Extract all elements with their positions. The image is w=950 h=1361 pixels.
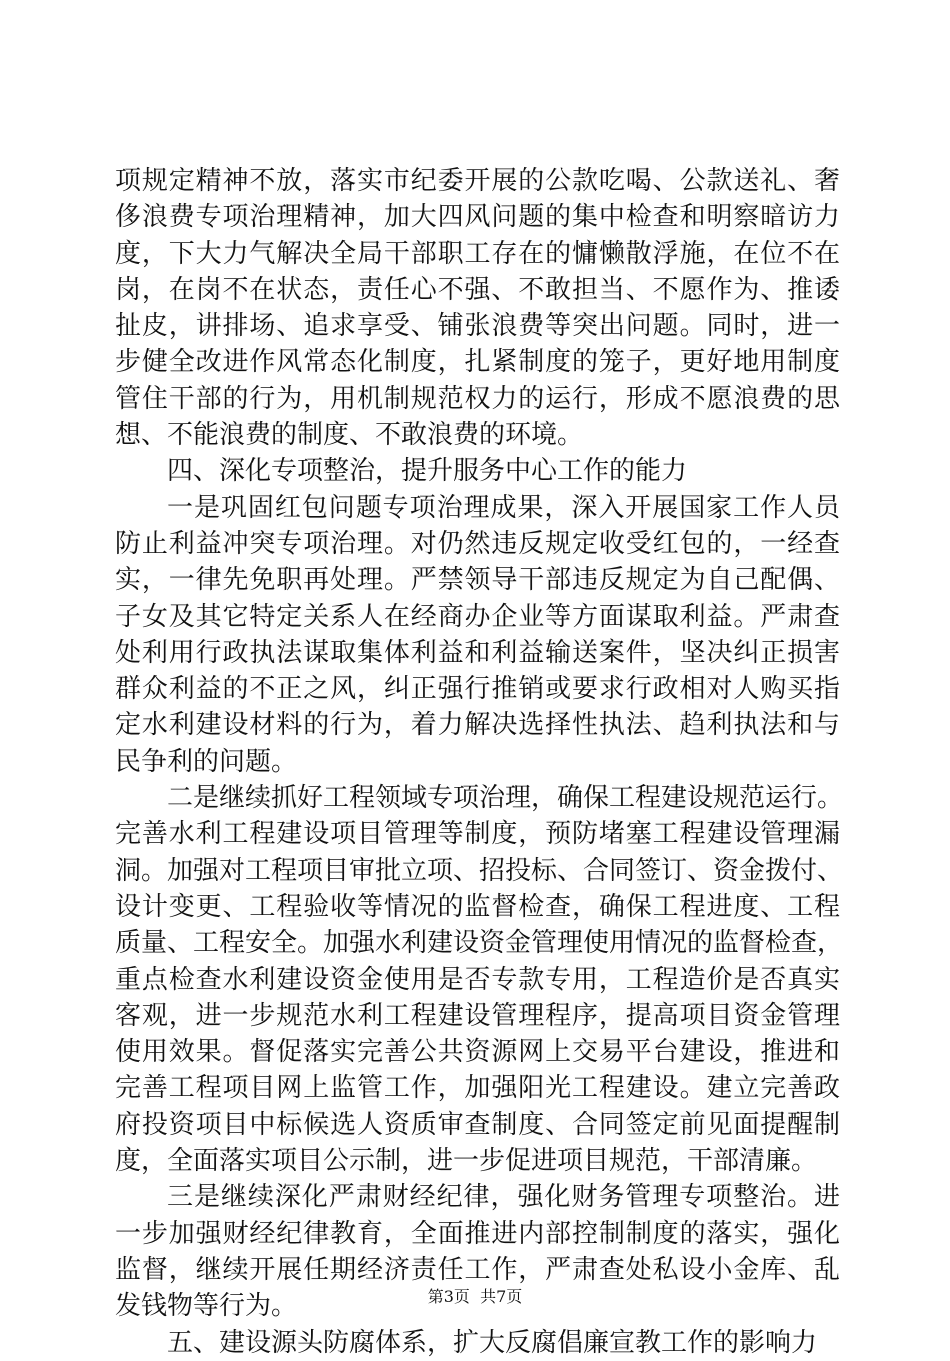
text-line: 民争利的问题。 bbox=[115, 746, 298, 777]
text-line: 子女及其它特定关系人在经商办企业等方面谋取利益。严肃查 bbox=[115, 601, 840, 632]
text-line: 客观，进一步规范水利工程建设管理程序，提高项目资金管理 bbox=[115, 1000, 840, 1031]
text-line: 扯皮，讲排场、追求享受、铺张浪费等突出问题。同时，进一 bbox=[115, 311, 840, 342]
text-line: 度，下大力气解决全局干部职工存在的慵懒散浮施，在位不在 bbox=[115, 238, 840, 269]
text-line: 设计变更、工程验收等情况的监督检查，确保工程进度、工程 bbox=[115, 891, 840, 922]
text-line: 洞。加强对工程项目审批立项、招投标、合同签订、资金拨付、 bbox=[115, 855, 844, 886]
document-body bbox=[115, 163, 844, 1361]
text-line: 府投资项目中标候选人资质审查制度、合同签定前见面提醒制 bbox=[115, 1109, 840, 1140]
text-line: 定水利建设材料的行为，着力解决选择性执法、趋利执法和与 bbox=[115, 710, 840, 741]
text-line: 岗，在岗不在状态，责任心不强、不敢担当、不愿作为、推诿 bbox=[115, 274, 840, 305]
text-line: 步健全改进作风常态化制度，扎紧制度的笼子，更好地用制度 bbox=[115, 347, 840, 378]
text-line: 二是继续抓好工程领域专项治理，确保工程建设规范运行。 bbox=[167, 783, 844, 814]
text-line: 一步加强财经纪律教育，全面推进内部控制制度的落实，强化 bbox=[115, 1218, 840, 1249]
text-line: 五、建设源头防腐体系，扩大反腐倡廉宣教工作的影响力 bbox=[167, 1327, 818, 1358]
text-line: 防止利益冲突专项治理。对仍然违反规定收受红包的，一经查 bbox=[115, 528, 840, 559]
text-line: 完善工程项目网上监管工作，加强阳光工程建设。建立完善政 bbox=[115, 1073, 840, 1104]
text-line: 群众利益的不正之风，纠正强行推销或要求行政相对人购买指 bbox=[115, 674, 840, 705]
text-line: 重点检查水利建设资金使用是否专款专用，工程造价是否真实 bbox=[115, 964, 840, 995]
text-line: 质量、工程安全。加强水利建设资金管理使用情况的监督检查， bbox=[115, 928, 844, 959]
text-line: 实，一律先免职再处理。严禁领导干部违反规定为自己配偶、 bbox=[115, 565, 840, 596]
text-line: 发钱物等行为。 bbox=[115, 1291, 298, 1322]
text-line: 处利用行政执法谋取集体利益和利益输送案件，坚决纠正损害 bbox=[115, 637, 840, 668]
text-line: 四、深化专项整治，提升服务中心工作的能力 bbox=[167, 456, 688, 487]
text-line: 项规定精神不放，落实市纪委开展的公款吃喝、公款送礼、奢 bbox=[115, 166, 840, 196]
text-line: 使用效果。督促落实完善公共资源网上交易平台建设，推进和 bbox=[115, 1037, 840, 1068]
text-line: 度，全面落实项目公示制，进一步促进项目规范，干部清廉。 bbox=[115, 1146, 818, 1177]
text-line: 一是巩固红包问题专项治理成果，深入开展国家工作人员 bbox=[167, 492, 840, 523]
text-line: 三是继续深化严肃财经纪律，强化财务管理专项整治。进 bbox=[167, 1182, 840, 1213]
page-footer: 第3页 共7页 bbox=[427, 1287, 523, 1306]
text-line: 管住干部的行为，用机制规范权力的运行，形成不愿浪费的思 bbox=[115, 383, 840, 414]
text-line: 侈浪费专项治理精神，加大四风问题的集中检查和明察暗访力 bbox=[115, 202, 840, 233]
text-line: 完善水利工程建设项目管理等制度，预防堵塞工程建设管理漏 bbox=[115, 819, 840, 850]
text-line: 想、不能浪费的制度、不敢浪费的环境。 bbox=[115, 420, 584, 451]
text-line: 监督，继续开展任期经济责任工作，严肃查处私设小金库、乱 bbox=[115, 1254, 840, 1285]
